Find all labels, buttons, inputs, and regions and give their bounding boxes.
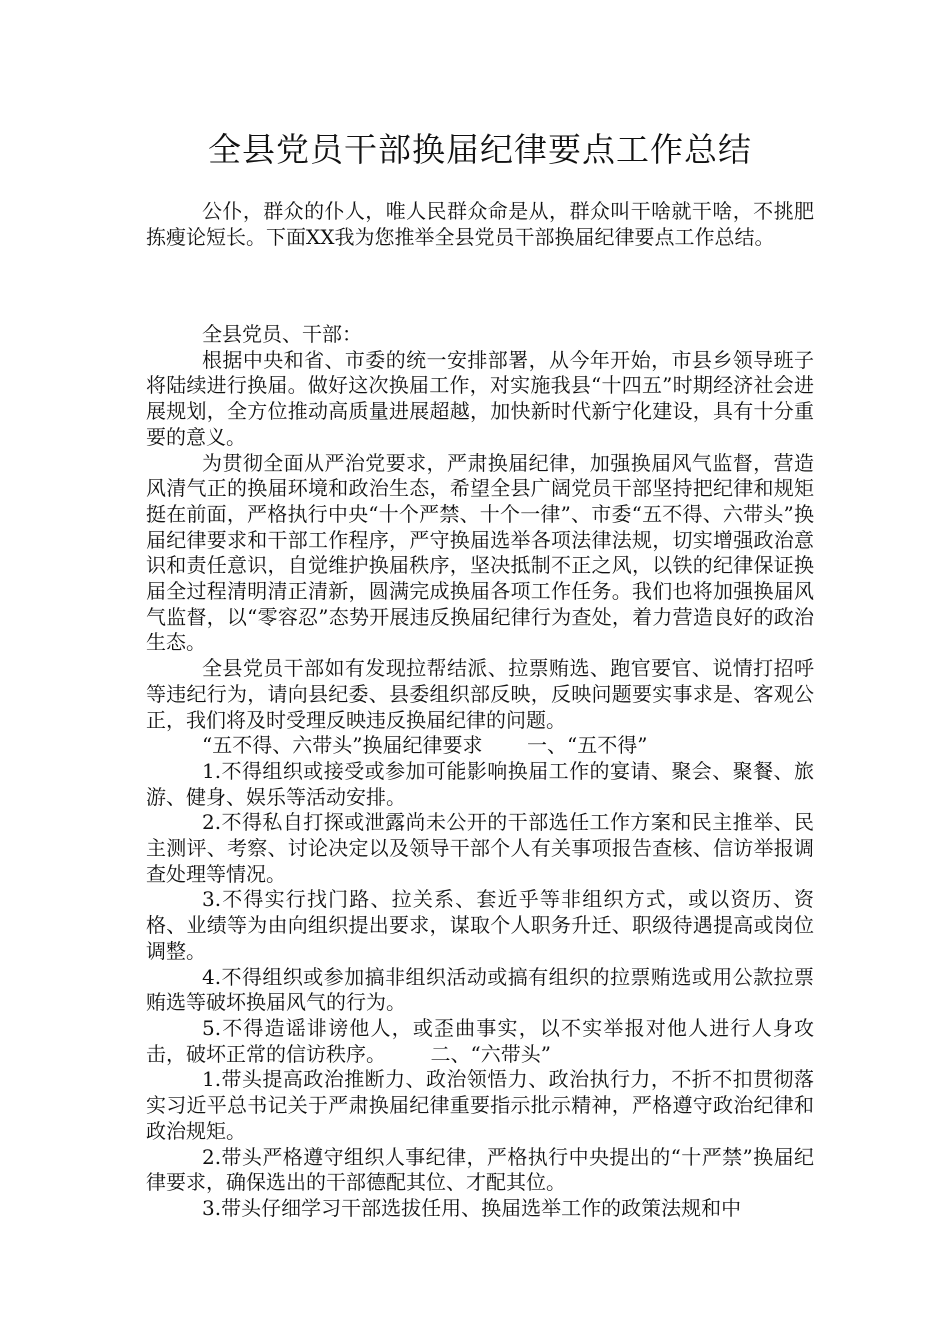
five-nots-item-3: 3.不得实行找门路、拉关系、套近乎等非组织方式，或以资历、资格、业绩等为由向组织提出要求，谋取个人职务升迁、职级待遇提高或岗位调整。 bbox=[146, 887, 814, 963]
six-leads-item-2: 2.带头严格遵守组织人事纪律，严格执行中央提出的“十严禁”换届纪律要求，确保选出的干部德配其位、才配其位。 bbox=[146, 1144, 814, 1195]
five-nots-item-5: 5.不得造谣诽谤他人，或歪曲事实，以不实举报对他人进行人身攻击，破坏正常的信访秩序。 bbox=[146, 1015, 814, 1066]
six-leads-item-1: 1.带头提高政治推断力、政治领悟力、政治执行力，不折不扣贯彻落实习近平总书记关于严肃换届纪律重要指示批示精神，严格遵守政治纪律和政治规矩。 bbox=[146, 1067, 814, 1143]
section-one-heading: 一、“五不得” bbox=[526, 733, 648, 758]
requirements-heading-line bbox=[146, 733, 814, 759]
body-paragraph-3: 全县党员干部如有发现拉帮结派、拉票贿选、跑官要官、说情打招呼等违纪行为，请向县纪委、县委组织部反映，反映问题要实事求是、客观公正，我们将及时受理反映违反换届纪律的问题。 bbox=[146, 656, 814, 732]
section-two-heading: 二、“六带头” bbox=[430, 1041, 551, 1066]
five-nots-item-2: 2.不得私自打探或泄露尚未公开的干部选任工作方案和民主推举、民主测评、考察、讨论决定以及领导干部个人有关事项报告查核、信访举报调查处理等情况。 bbox=[146, 810, 814, 886]
intro-paragraph: 公仆，群众的仆人，唯人民群众命是从，群众叫干啥就干啥，不挑肥拣瘦论短长。下面XX我为您推举全县党员干部换届纪律要点工作总结。 bbox=[146, 199, 814, 249]
document-body bbox=[146, 322, 814, 1222]
body-paragraph-1: 根据中央和省、市委的统一安排部署，从今年开始，市县乡领导班子将陆续进行换届。做好这次换届工作，对实施我县“十四五”时期经济社会进展规划，全方位推动高质量进展超越，加快新时代新宁化建设，具有十分重要的意义。 bbox=[146, 347, 814, 449]
five-nots-item-1: 1.不得组织或接受或参加可能影响换届工作的宴请、聚会、聚餐、旅游、健身、娱乐等活动安排。 bbox=[146, 758, 814, 809]
six-leads-item-3: 3.带头仔细学习干部选拔任用、换届选举工作的政策法规和中 bbox=[202, 1195, 742, 1220]
salutation: 全县党员、干部： bbox=[202, 322, 362, 346]
document-title: 全县党员干部换届纪律要点工作总结 bbox=[208, 130, 752, 169]
body-paragraph-2: 为贯彻全面从严治党要求，严肃换届纪律，加强换届风气监督，营造风清气正的换届环境和政治生态，希望全县广阔党员干部坚持把纪律和规矩挺在前面，严格执行中央“十个严禁、十个一律”、市委“五不得、六带头”换届纪律要求和干部工作程序，严守换届选举各项法律法规，切实增强政治意识和责任意识，自觉维护换届秩序，坚决抵制不正之风，以铁的纪律保证换届全过程清明清正清新，圆满完成换届各项工作任务。我们也将加强换届风气监督，以“零容忍”态势开展违反换届纪律行为查处，着力营造良好的政治生态。 bbox=[146, 450, 814, 655]
five-nots-item-5-line bbox=[146, 1016, 814, 1067]
requirements-heading: “五不得、六带头”换届纪律要求 bbox=[202, 733, 483, 758]
five-nots-item-4: 4.不得组织或参加搞非组织活动或搞有组织的拉票贿选或用公款拉票贿选等破坏换届风气的行为。 bbox=[146, 964, 814, 1015]
